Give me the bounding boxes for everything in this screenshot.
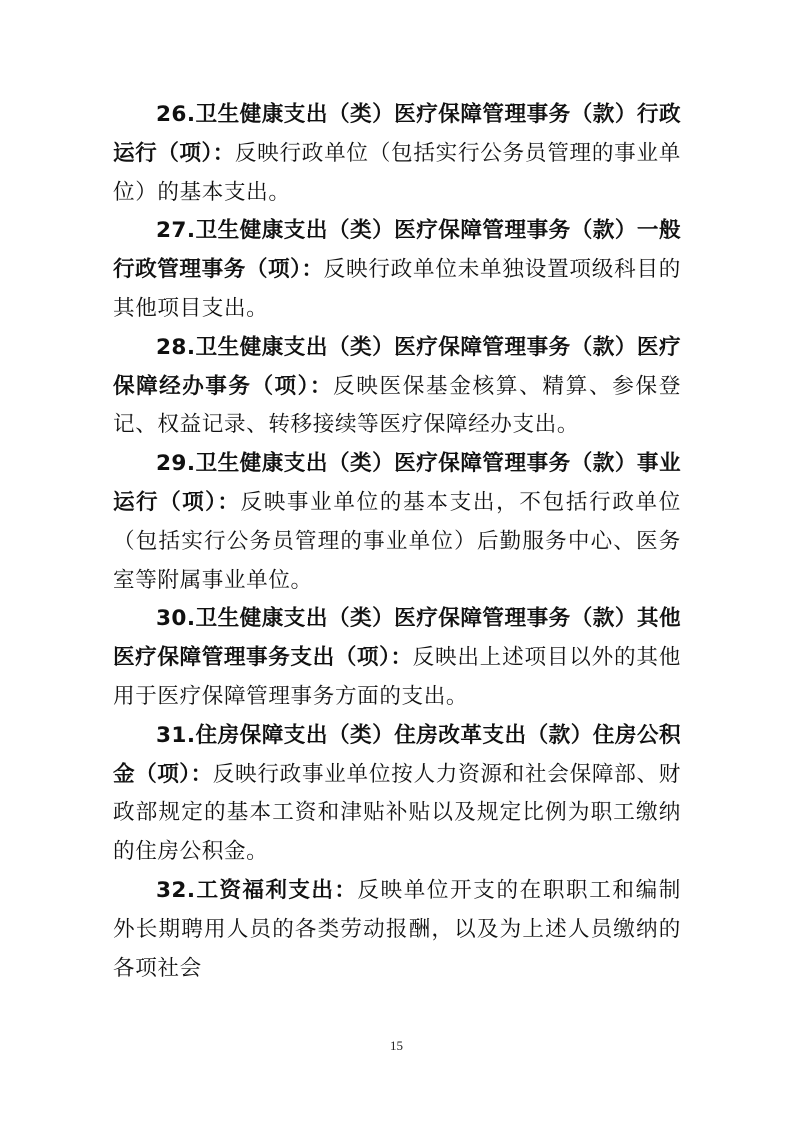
paragraph-29: [113, 445, 681, 600]
paragraph-body: 反映行政单位未单独设置项级科目的其他项目支出。: [113, 257, 681, 321]
paragraph-28: [113, 329, 681, 445]
paragraph-heading: 28.卫生健康支出（类）医疗保障管理事务（款）医疗保障经办事务（项）：: [113, 334, 681, 399]
paragraph-heading: 27.卫生健康支出（类）医疗保障管理事务（款）一般行政管理事务（项）：: [113, 218, 681, 283]
page-number: 15: [390, 1038, 403, 1053]
paragraph-heading: 29.卫生健康支出（类）医疗保障管理事务（款）事业运行（项）：: [113, 451, 681, 515]
paragraph-heading: 32.工资福利支出：: [156, 877, 358, 903]
paragraph-31: [113, 717, 681, 872]
paragraph-30: [113, 600, 681, 716]
paragraph-body: 反映事业单位的基本支出，不包括行政单位（包括实行公务员管理的事业单位）后勤服务中心、医务室等附属事业单位。: [113, 489, 681, 593]
paragraph-heading: 30.卫生健康支出（类）医疗保障管理事务（款）其他医疗保障管理事务支出（项）：: [113, 606, 681, 671]
page-content: [113, 96, 681, 988]
paragraph-body: 反映出上述项目以外的其他用于医疗保障管理事务方面的支出。: [113, 645, 681, 709]
paragraph-body: 反映行政单位（包括实行公务员管理的事业单位）的基本支出。: [113, 140, 681, 205]
paragraph-27: [113, 212, 681, 328]
paragraph-26: [113, 96, 681, 212]
paragraph-heading: 26.卫生健康支出（类）医疗保障管理事务（款）行政运行（项）：: [113, 102, 681, 166]
paragraph-heading: 31.住房保障支出（类）住房改革支出（款）住房公积金（项）：: [113, 722, 681, 787]
paragraph-body: 反映单位开支的在职职工和编制外长期聘用人员的各类劳动报酬，以及为上述人员缴纳的各项社会: [113, 877, 681, 981]
paragraph-32: [113, 872, 681, 988]
paragraph-body: 反映行政事业单位按人力资源和社会保障部、财政部规定的基本工资和津贴补贴以及规定比例为职工缴纳的住房公积金。: [113, 761, 682, 865]
paragraph-body: 反映医保基金核算、精算、参保登记、权益记录、转移接续等医疗保障经办支出。: [113, 373, 681, 438]
